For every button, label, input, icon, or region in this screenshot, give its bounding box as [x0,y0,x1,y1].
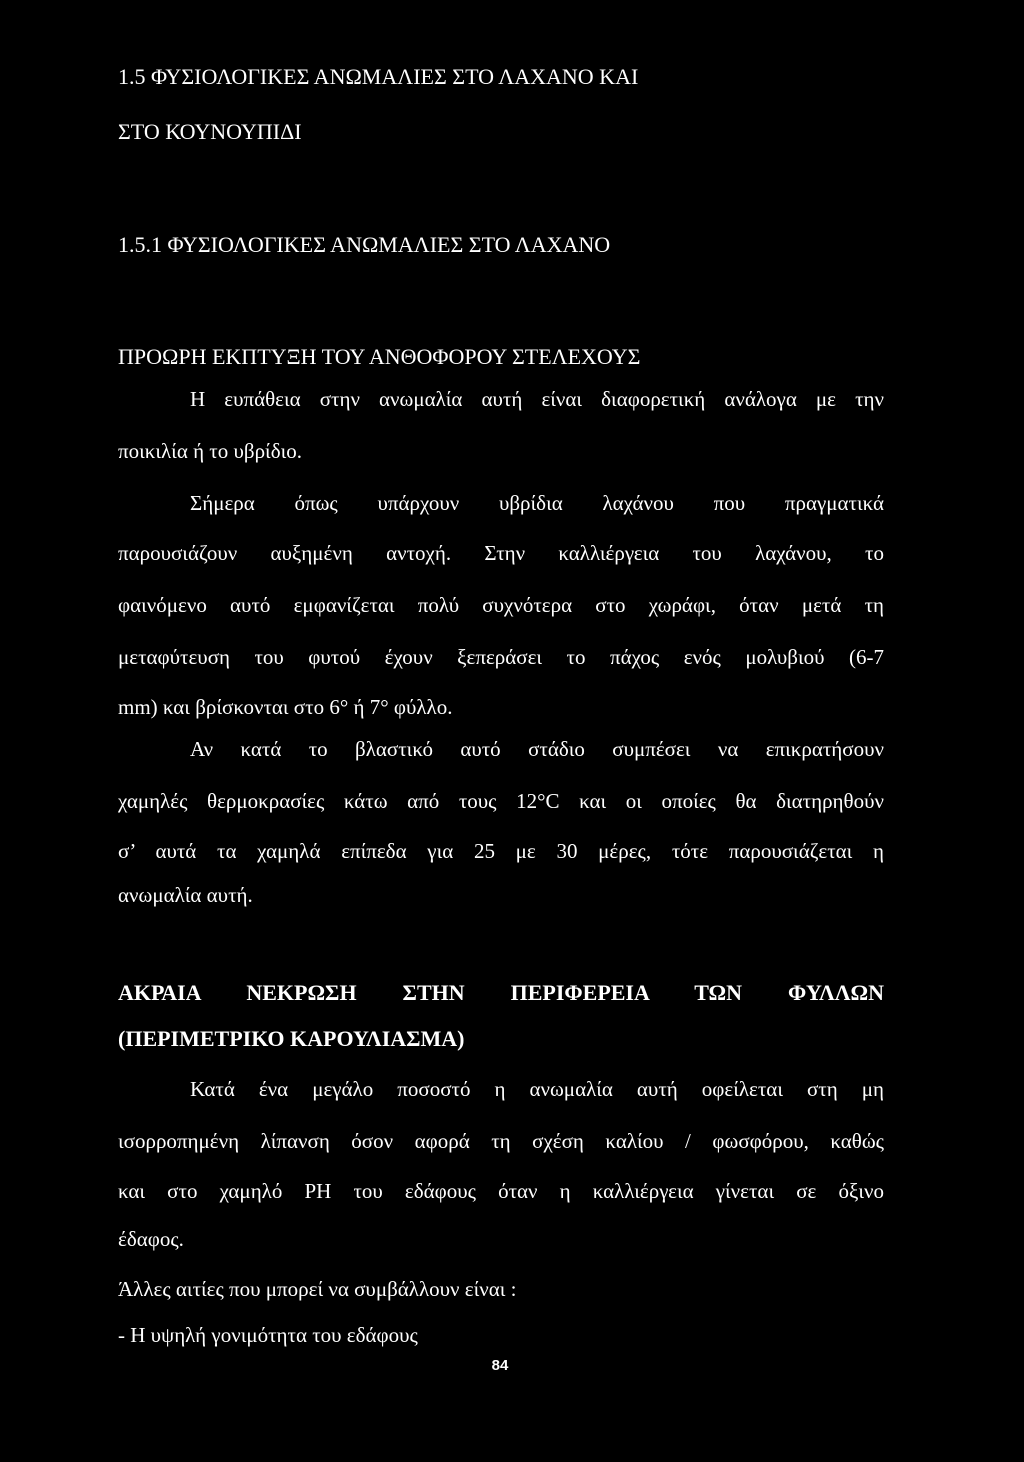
topic-heading-leaf-necrosis-line-1: ΑΚΡΑΙΑ ΝΕΚΡΩΣΗ ΣΤΗΝ ΠΕΡΙΦΕΡΕΙΑ ΤΩΝ ΦΥΛΛΩΝ [118,980,884,1005]
paragraph-line: ανωμαλία αυτή. [118,883,253,907]
paragraph-line: Η ευπάθεια στην ανωμαλία αυτή είναι διαφορετική ανάλογα με την [190,387,884,411]
paragraph-line: φαινόμενο αυτό εμφανίζεται πολύ συχνότερα στο χωράφι, όταν μετά τη [118,593,884,617]
paragraph-line: ισορροπημένη λίπανση όσον αφορά τη σχέση καλίου / φωσφόρου, καθώς [118,1129,884,1153]
subsection-title: 1.5.1 ΦΥΣΙΟΛΟΓΙΚΕΣ ΑΝΩΜΑΛΙΕΣ ΣΤΟ ΛΑΧΑΝΟ [118,232,611,257]
paragraph-line: και στο χαμηλό PH του εδάφους όταν η καλλιέργεια γίνεται σε όξινο [118,1179,884,1203]
paragraph-line: Αν κατά το βλαστικό αυτό στάδιο συμπέσει να επικρατήσουν [190,737,884,761]
topic-heading-premature-bolting: ΠΡΟΩΡΗ ΕΚΠΤΥΞΗ ΤΟΥ ΑΝΘΟΦΟΡΟΥ ΣΤΕΛΕΧΟΥΣ [118,344,641,369]
paragraph-line: έδαφος. [118,1227,184,1251]
page-number: 84 [491,1357,509,1374]
section-title-line-2: ΣΤΟ ΚΟΥΝΟΥΠΙΔΙ [118,119,302,144]
paragraph-line: παρουσιάζουν αυξημένη αντοχή. Στην καλλιέργεια του λαχάνου, το [118,541,884,565]
section-title-line-1: 1.5 ΦΥΣΙΟΛΟΓΙΚΕΣ ΑΝΩΜΑΛΙΕΣ ΣΤΟ ΛΑΧΑΝΟ ΚΑΙ [118,64,639,89]
paragraph-line: σ’ αυτά τα χαμηλά επίπεδα για 25 με 30 μέρες, τότε παρουσιάζεται η [118,839,884,863]
paragraph-line: ποικιλία ή το υβρίδιο. [118,439,302,463]
paragraph-line: mm) και βρίσκονται στο 6° ή 7° φύλλο. [118,695,453,719]
paragraph-line: χαμηλές θερμοκρασίες κάτω από τους 12°C και οι οποίες θα διατηρηθούν [118,789,884,813]
paragraph-line: Σήμερα όπως υπάρχουν υβρίδια λαχάνου που πραγματικά [190,491,884,515]
paragraph-line: μεταφύτευση του φυτού έχουν ξεπεράσει το πάχος ενός μολυβιού (6-7 [118,645,884,669]
list-item: - Η υψηλή γονιμότητα του εδάφους [118,1323,418,1347]
paragraph-line: Κατά ένα μεγάλο ποσοστό η ανωμαλία αυτή οφείλεται στη μη [190,1077,884,1101]
paragraph-line: Άλλες αιτίες που μπορεί να συμβάλλουν είναι : [118,1277,517,1301]
topic-heading-leaf-necrosis-line-2: (ΠΕΡΙΜΕΤΡΙΚΟ ΚΑΡΟΥΛΙΑΣΜΑ) [118,1026,465,1051]
